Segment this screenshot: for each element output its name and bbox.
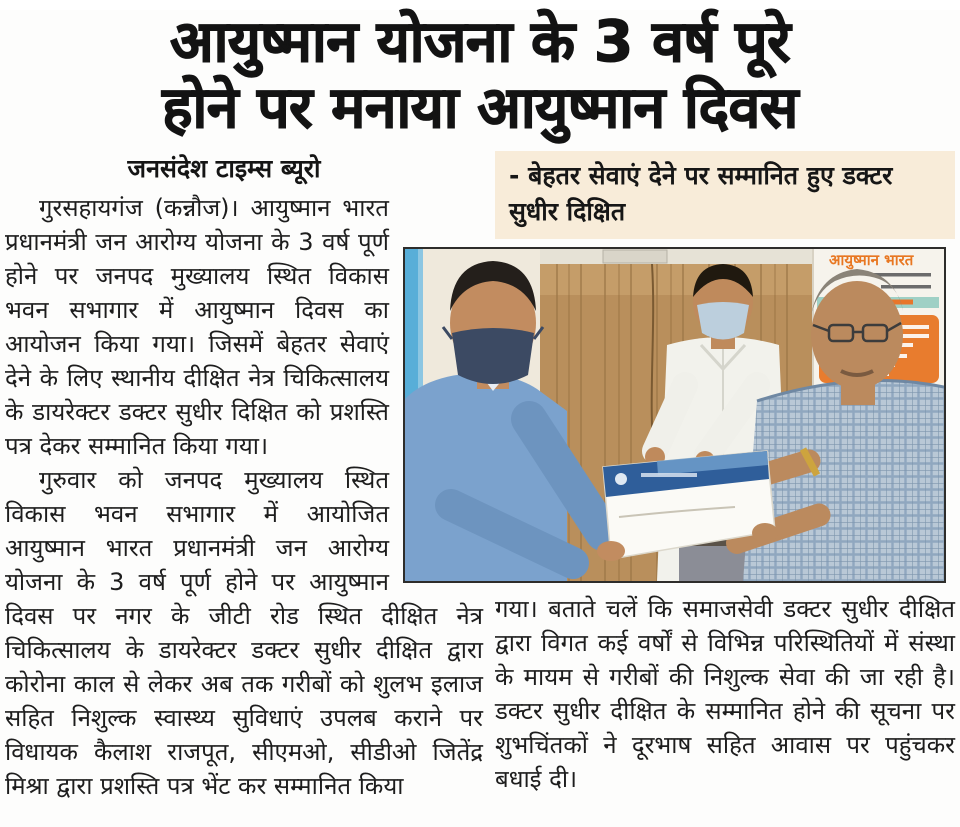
face-mask-left	[452, 328, 534, 384]
paragraph-3: गया। बताते चलें कि समाजसेवी डक्टर सुधीर दीक्षित द्वारा विगत कई वर्षों से विभिन्न परिस्थितियों में संस्था के मायम से गरीबों की निशुल्क सेवा की जा रही है। डक्टर सुधीर दीक्षित के सम्मानित होने की सूचना पर शुभचिंतकों ने दूरभाष सहित आवास पर पहुंचकर बधाई दी।	[495, 595, 955, 794]
hand	[597, 541, 625, 561]
face-mask-center	[697, 302, 749, 340]
headline-line-1: आयुष्मान योजना के 3 वर्ष पूरे	[170, 9, 790, 75]
banner-title: आयुष्मान भारत	[829, 251, 914, 270]
photo-caption: - बेहतर सेवाएं देने पर सम्मानित हुए डक्टर सुधीर दिक्षित	[495, 151, 955, 239]
byline: जनसंदेश टाइम्स ब्यूरो	[127, 154, 321, 184]
paragraph-2: गुरुवार को जनपद मुख्यालय स्थित विकास भवन सभागार में आयोजित आयुष्मान भारत प्रधानमंत्री जन आरोग्य योजना के 3 वर्ष पूर्ण होने पर आयुष्मान दिवस पर नगर के जीटी रोड स्थित दीक्षित नेत्र चिकित्सालय के डायरेक्टर डक्टर सुधीर दीक्षित द्वारा कोरोना काल से लेकर अब तक गरीबों को शुलभ इलाज सहित निशुल्क स्वास्थ्य सुविधाएं उपलब कराने पर विधायक कैलाश राजपूत, सीएमओ, सीडीओ जितेंद्र मिश्रा द्वारा प्रशस्ति पत्र भेंट कर सम्मानित किया	[5, 466, 483, 801]
wall-vent	[603, 250, 667, 263]
news-photo	[403, 247, 946, 583]
paragraph-1: गुरसहायगंज (कन्नौज)। आयुष्मान भारत प्रधानमंत्री जन आरोग्य योजना के 3 वर्ष पूर्ण होने पर जनपद मुख्यालय स्थित विकास भवन सभागार में आयुष्मान दिवस का आयोजन किया गया। जिसमें बेहतर सेवाएं देने के लिए स्थानीय दीक्षित नेत्र चिकित्सालय के डायरेक्टर डक्टर सुधीर दिक्षित को प्रशस्ति पत्र देकर सम्मानित किया गया।	[5, 194, 389, 461]
right-column	[495, 149, 955, 803]
hand	[752, 523, 778, 543]
photo-illustration	[405, 249, 944, 581]
headline	[6, 10, 954, 141]
headline-line-2: होने पर मनाया आयुष्मान दिवस	[162, 74, 798, 141]
article-columns	[0, 149, 960, 803]
newspaper-clipping	[0, 10, 960, 827]
